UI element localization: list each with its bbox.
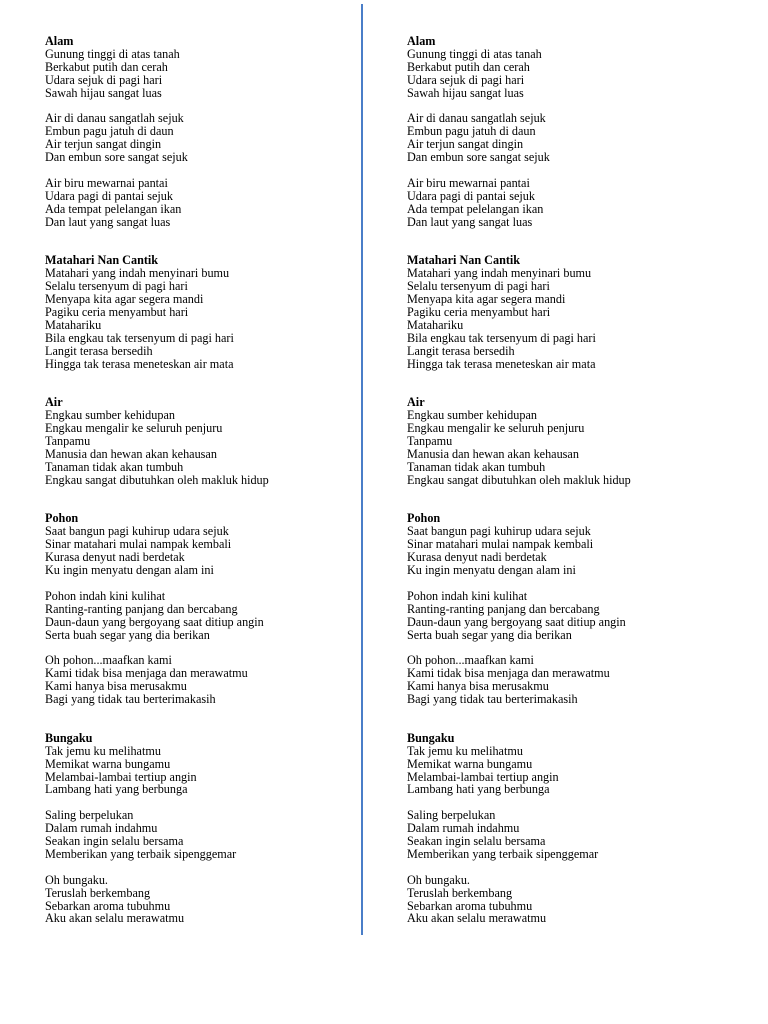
poem-line: Kami hanya bisa merusakmu <box>45 679 187 694</box>
poem-title: Bungaku <box>45 730 93 745</box>
poem-line: Pagiku ceria menyambut hari <box>407 304 551 319</box>
poem-line: Tak jemu ku melihatmu <box>407 743 523 758</box>
poem-line: Serta buah segar yang dia berikan <box>407 627 572 642</box>
poem-line: Dalam rumah indahmu <box>407 821 520 836</box>
poem-line: Tanpamu <box>45 434 91 449</box>
poem-line: Memberikan yang terbaik sipenggemar <box>407 846 599 861</box>
poem-line: Bila engkau tak tersenyum di pagi hari <box>45 330 234 345</box>
poem-line: Engkau sangat dibutuhkan oleh makluk hidup <box>45 472 269 487</box>
poem <box>45 396 365 486</box>
poem-line: Oh pohon...maafkan kami <box>407 653 534 668</box>
poem <box>407 254 727 370</box>
poem-title: Alam <box>407 34 436 48</box>
poem-line: Kami tidak bisa menjaga dan merawatmu <box>407 666 610 681</box>
poem-title: Pohon <box>407 511 441 526</box>
poem-line: Embun pagu jatuh di daun <box>45 124 174 139</box>
poem-line: Sinar matahari mulai nampak kembali <box>407 537 594 552</box>
poem-line: Tanaman tidak akan tumbuh <box>45 459 184 474</box>
poem-line: Tanaman tidak akan tumbuh <box>407 459 546 474</box>
poem-stanza <box>407 525 727 577</box>
poem-line: Saling berpelukan <box>45 808 134 823</box>
poem-line: Dan laut yang sangat luas <box>407 214 533 229</box>
poem-line: Embun pagu jatuh di daun <box>407 124 536 139</box>
poem-line: Saat bangun pagi kuhirup udara sejuk <box>407 524 591 539</box>
poem <box>407 35 727 229</box>
poem-stanza <box>407 48 727 100</box>
poem-line: Tanpamu <box>407 434 453 449</box>
poem-line: Oh pohon...maafkan kami <box>45 653 172 668</box>
poem-line: Sinar matahari mulai nampak kembali <box>45 537 232 552</box>
poem-line: Air terjun sangat dingin <box>407 137 524 152</box>
poem-stanza <box>45 590 365 642</box>
poem-line: Ranting-ranting panjang dan bercabang <box>45 601 238 616</box>
poem-line: Manusia dan hewan akan kehausan <box>45 446 217 461</box>
poem-line: Menyapa kita agar segera mandi <box>45 292 204 307</box>
poem-line: Sawah hijau sangat luas <box>407 85 524 100</box>
poem-line: Engkau mengalir ke seluruh penjuru <box>407 421 585 436</box>
poem-stanza <box>45 874 365 926</box>
poem-stanza <box>45 525 365 577</box>
poem <box>45 254 365 370</box>
poem-line: Dan embun sore sangat sejuk <box>45 150 188 165</box>
poem-line: Melambai-lambai tertiup angin <box>45 769 197 784</box>
poem-stanza <box>45 48 365 100</box>
poem-line: Dan embun sore sangat sejuk <box>407 150 550 165</box>
poem-line: Engkau sumber kehidupan <box>45 408 175 423</box>
poem-line: Memberikan yang terbaik sipenggemar <box>45 846 237 861</box>
poem-title: Pohon <box>45 511 79 526</box>
poem-stanza <box>407 409 727 486</box>
poem-line: Udara sejuk di pagi hari <box>407 72 525 87</box>
poem-line: Selalu tersenyum di pagi hari <box>45 279 188 294</box>
poem-line: Matahari yang indah menyinari bumu <box>45 266 230 281</box>
poem-line: Dalam rumah indahmu <box>45 821 158 836</box>
poem-column-right <box>407 35 727 925</box>
poem-line: Saling berpelukan <box>407 808 496 823</box>
poem-stanza <box>45 177 365 229</box>
poem-line: Memikat warna bungamu <box>407 756 533 771</box>
poem-stanza <box>45 409 365 486</box>
poem-line: Ku ingin menyatu dengan alam ini <box>45 563 214 578</box>
poem <box>45 732 365 926</box>
poem-title: Air <box>45 395 63 410</box>
poem-line: Udara pagi di pantai sejuk <box>45 188 173 203</box>
poem-stanza <box>45 745 365 797</box>
poem-line: Pohon indah kini kulihat <box>45 588 166 603</box>
poem <box>407 512 727 706</box>
poem-line: Pohon indah kini kulihat <box>407 588 528 603</box>
poem-stanza <box>45 112 365 164</box>
poem-line: Hingga tak terasa meneteskan air mata <box>407 356 596 371</box>
poem-line: Berkabut putih dan cerah <box>45 59 168 74</box>
poem-line: Sebarkan aroma tubuhmu <box>407 898 533 913</box>
poem-line: Manusia dan hewan akan kehausan <box>407 446 579 461</box>
poem <box>407 396 727 486</box>
poem-stanza <box>407 654 727 706</box>
poem-line: Dan laut yang sangat luas <box>45 214 171 229</box>
poem-line: Melambai-lambai tertiup angin <box>407 769 559 784</box>
poem-stanza <box>407 874 727 926</box>
poem-title: Alam <box>45 34 74 48</box>
poem-stanza <box>407 112 727 164</box>
poem <box>45 512 365 706</box>
poem <box>45 35 365 229</box>
poem-line: Engkau sumber kehidupan <box>407 408 537 423</box>
poem-line: Sawah hijau sangat luas <box>45 85 162 100</box>
poem-line: Pagiku ceria menyambut hari <box>45 304 189 319</box>
poem-line: Udara pagi di pantai sejuk <box>407 188 535 203</box>
poem-stanza <box>407 177 727 229</box>
poem-line: Lambang hati yang berbunga <box>407 782 550 797</box>
poem-line: Oh bungaku. <box>45 872 108 887</box>
poem-line: Serta buah segar yang dia berikan <box>45 627 210 642</box>
poem-column-left <box>45 35 365 925</box>
poem-line: Berkabut putih dan cerah <box>407 59 530 74</box>
poem-line: Hingga tak terasa meneteskan air mata <box>45 356 234 371</box>
poem-line: Gunung tinggi di atas tanah <box>407 46 542 61</box>
poem-line: Engkau sangat dibutuhkan oleh makluk hidup <box>407 472 631 487</box>
poem-line: Bagi yang tidak tau berterimakasih <box>45 692 216 707</box>
poem-line: Seakan ingin selalu bersama <box>45 834 184 849</box>
poem-line: Teruslah berkembang <box>45 885 151 900</box>
poem <box>407 732 727 926</box>
poem-line: Saat bangun pagi kuhirup udara sejuk <box>45 524 229 539</box>
poem-line: Air di danau sangatlah sejuk <box>407 111 546 126</box>
poem-line: Udara sejuk di pagi hari <box>45 72 163 87</box>
poem-line: Selalu tersenyum di pagi hari <box>407 279 550 294</box>
poem-line: Engkau mengalir ke seluruh penjuru <box>45 421 223 436</box>
poem-line: Air terjun sangat dingin <box>45 137 162 152</box>
poem-line: Bila engkau tak tersenyum di pagi hari <box>407 330 596 345</box>
poem-line: Ranting-ranting panjang dan bercabang <box>407 601 600 616</box>
poem-line: Daun-daun yang bergoyang saat ditiup angin <box>45 614 264 629</box>
poem-title: Bungaku <box>407 730 455 745</box>
poem-line: Seakan ingin selalu bersama <box>407 834 546 849</box>
poem-line: Matahariku <box>407 317 464 332</box>
poem-title: Matahari Nan Cantik <box>45 253 159 268</box>
poem-line: Ada tempat pelelangan ikan <box>45 201 182 216</box>
poem-line: Langit terasa bersedih <box>45 343 153 358</box>
poem-line: Ada tempat pelelangan ikan <box>407 201 544 216</box>
poem-line: Kurasa denyut nadi berdetak <box>407 550 547 565</box>
poem-line: Kami hanya bisa merusakmu <box>407 679 549 694</box>
poem-line: Memikat warna bungamu <box>45 756 171 771</box>
poem-stanza <box>45 654 365 706</box>
poem-line: Kurasa denyut nadi berdetak <box>45 550 185 565</box>
poem-title: Matahari Nan Cantik <box>407 253 521 268</box>
poem-line: Daun-daun yang bergoyang saat ditiup angin <box>407 614 626 629</box>
poem-line: Air biru mewarnai pantai <box>407 175 530 190</box>
poem-stanza <box>407 267 727 370</box>
poem-line: Matahari yang indah menyinari bumu <box>407 266 592 281</box>
poem-line: Air di danau sangatlah sejuk <box>45 111 184 126</box>
poem-stanza <box>407 590 727 642</box>
poem-line: Langit terasa bersedih <box>407 343 515 358</box>
poem-line: Tak jemu ku melihatmu <box>45 743 161 758</box>
poem-line: Oh bungaku. <box>407 872 470 887</box>
poem-stanza <box>407 745 727 797</box>
poem-line: Matahariku <box>45 317 102 332</box>
poem-line: Gunung tinggi di atas tanah <box>45 46 180 61</box>
poem-title: Air <box>407 395 425 410</box>
poem-line: Kami tidak bisa menjaga dan merawatmu <box>45 666 248 681</box>
poem-stanza <box>407 809 727 861</box>
poem-stanza <box>45 267 365 370</box>
poem-line: Ku ingin menyatu dengan alam ini <box>407 563 576 578</box>
poem-line: Lambang hati yang berbunga <box>45 782 188 797</box>
poem-stanza <box>45 809 365 861</box>
poem-line: Aku akan selalu merawatmu <box>45 911 185 926</box>
poem-line: Teruslah berkembang <box>407 885 513 900</box>
poem-line: Bagi yang tidak tau berterimakasih <box>407 692 578 707</box>
poem-line: Aku akan selalu merawatmu <box>407 911 547 926</box>
poem-line: Sebarkan aroma tubuhmu <box>45 898 171 913</box>
poem-line: Air biru mewarnai pantai <box>45 175 168 190</box>
poem-line: Menyapa kita agar segera mandi <box>407 292 566 307</box>
